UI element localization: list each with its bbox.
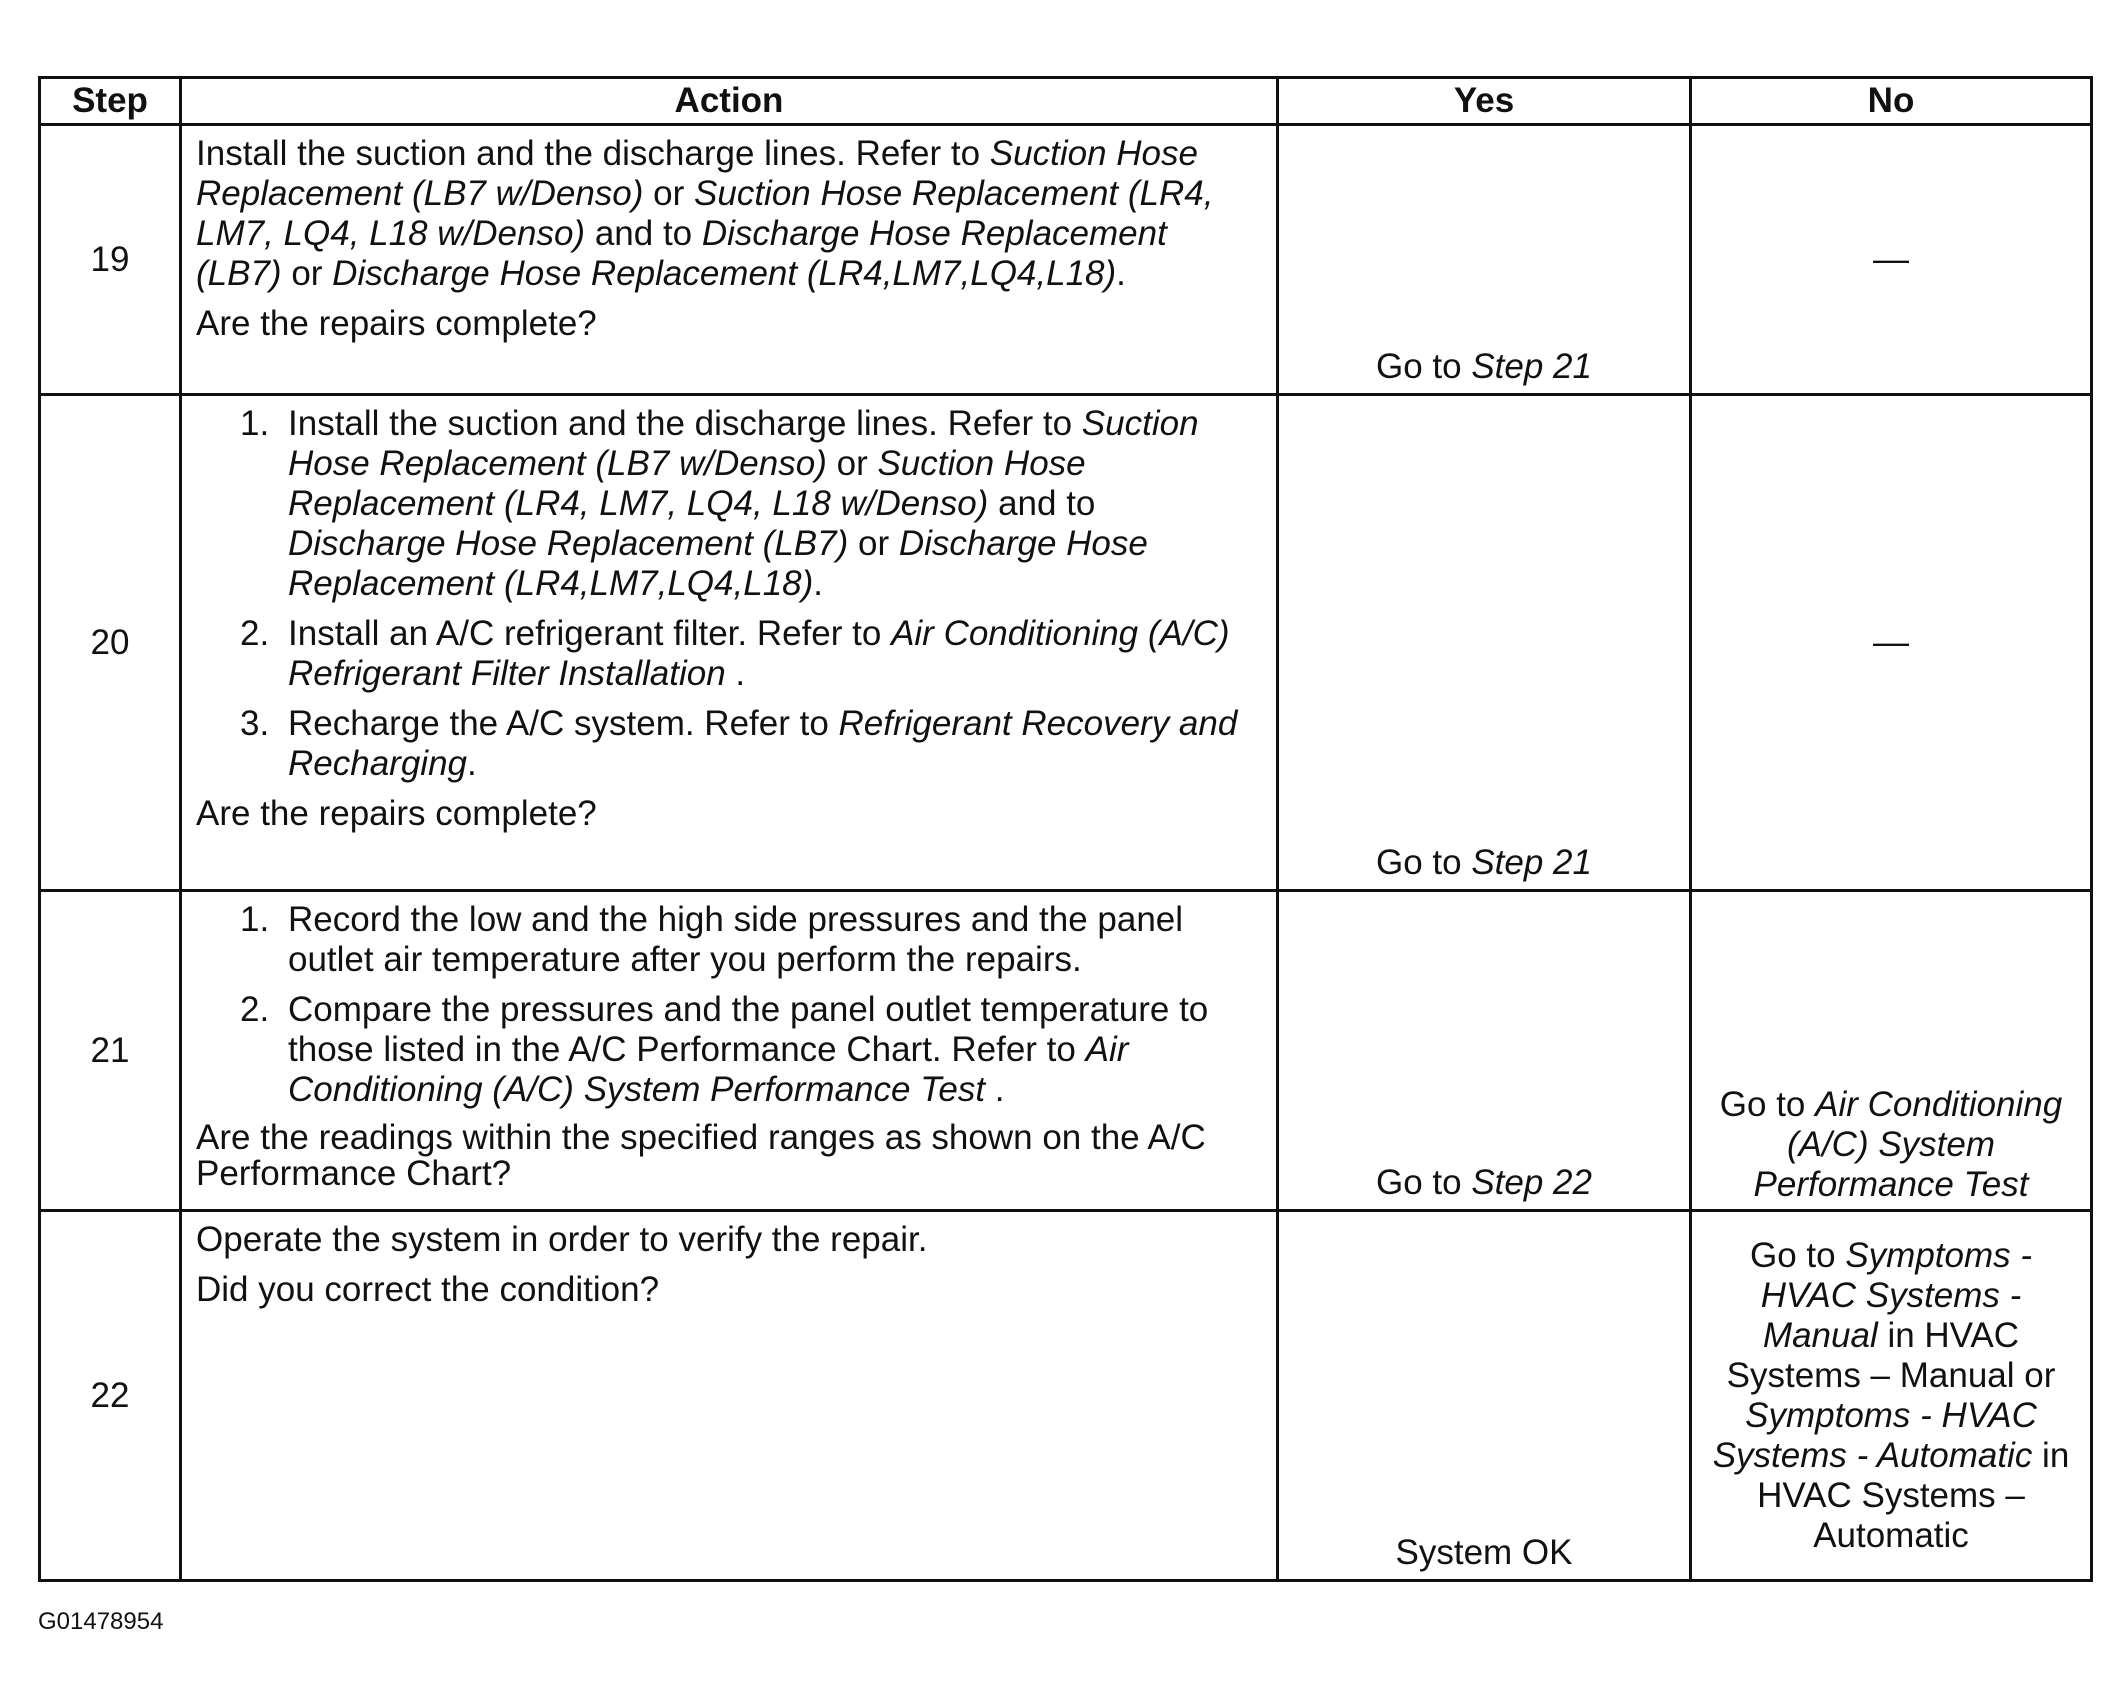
table-row: [40, 891, 2092, 1211]
reference-link[interactable]: Discharge Hose Replacement (LB7): [196, 214, 1167, 293]
list-item: 3. Recharge the A/C system. Refer to Refrigerant Recovery and Recharging.: [240, 704, 1238, 783]
reference-link[interactable]: Discharge Hose Replacement (LR4,LM7,LQ4,L18): [332, 254, 1117, 293]
diagnostic-steps-table: [38, 76, 2093, 1582]
table-row: [40, 125, 2092, 395]
reference-link[interactable]: Air Conditioning (A/C) System Performance Test: [288, 1030, 1129, 1109]
action-cell: [181, 1211, 1278, 1581]
table-row: [40, 395, 2092, 891]
no-cell: Go to Air Conditioning (A/C) System Performance Test: [1691, 891, 2092, 1211]
reference-link[interactable]: Discharge Hose Replacement (LB7): [288, 524, 849, 563]
action-text: Operate the system in order to verify the repair.: [196, 1220, 928, 1259]
reference-link[interactable]: Air Conditioning (A/C) System Performance Test: [1753, 1085, 2063, 1204]
list-item: 1. Record the low and the high side pressures and the panel outlet air temperature after you perform the repairs.: [240, 900, 1184, 979]
header-yes: Yes: [1278, 78, 1691, 125]
table-row: [40, 1211, 2092, 1581]
no-cell: [1691, 125, 2092, 395]
yes-cell: Go to Step 22: [1278, 891, 1691, 1211]
header-action: Action: [181, 78, 1278, 125]
step-link[interactable]: Step 21: [1471, 347, 1592, 386]
reference-link[interactable]: Symptoms - HVAC Systems - Manual: [1760, 1235, 2033, 1355]
yes-cell: Go to Step 21: [1278, 125, 1691, 395]
step-link[interactable]: Step 22: [1471, 1163, 1592, 1202]
action-question: Are the repairs complete?: [196, 304, 597, 343]
list-item: 2. Install an A/C refrigerant filter. Refer to Air Conditioning (A/C) Refrigerant Filter Installation .: [240, 614, 1230, 693]
yes-cell: Go to Step 21: [1278, 395, 1691, 891]
header-step: Step: [40, 78, 181, 125]
reference-link[interactable]: Suction Hose Replacement (LB7 w/Denso): [288, 404, 1199, 483]
action-list: [196, 900, 1262, 1110]
figure-id: G01478954: [38, 1608, 164, 1635]
step-number: 19: [40, 125, 181, 395]
action-cell: [181, 891, 1278, 1211]
action-list: [196, 404, 1262, 784]
list-item: 1. Install the suction and the discharge lines. Refer to Suction Hose Replacement (LB7 w/Denso) or Suction Hose Replacement (LR4, LM7, LQ4, L18 w/Denso) and to Discharge Hose Replacement (LB7) or Discharge Hose Replacement (LR4,LM7,LQ4,L18).: [240, 404, 1199, 603]
step-link[interactable]: Step 21: [1471, 843, 1592, 882]
action-question: Did you correct the condition?: [196, 1270, 660, 1309]
action-cell: [181, 395, 1278, 891]
reference-link[interactable]: Discharge Hose Replacement (LR4,LM7,LQ4,L18): [288, 524, 1148, 603]
reference-link[interactable]: Air Conditioning (A/C) Refrigerant Filter Installation: [288, 614, 1230, 693]
step-number: 21: [40, 891, 181, 1211]
no-dash: —: [1873, 621, 1909, 662]
no-cell: Go to Symptoms - HVAC Systems - Manual in HVAC Systems – Manual or Symptoms - HVAC Systems - Automatic in HVAC Systems – Automatic: [1691, 1211, 2092, 1581]
yes-result: System OK: [1395, 1533, 1573, 1572]
list-item: 2. Compare the pressures and the panel outlet temperature to those listed in the A/C Performance Chart. Refer to Air Conditioning (A/C) System Performance Test .: [240, 990, 1209, 1109]
reference-link[interactable]: Suction Hose Replacement (LR4, LM7, LQ4, L18 w/Denso): [288, 444, 1086, 523]
no-dash: —: [1873, 238, 1909, 279]
reference-link[interactable]: Refrigerant Recovery and Recharging: [288, 704, 1238, 783]
action-text: Install the suction and the discharge lines. Refer to Suction Hose Replacement (LB7 w/Denso) or Suction Hose Replacement (LR4, LM7, LQ4, L18 w/Denso) and to Discharge Hose Replacement (LB7) or Discharge Hose Replacement (LR4,LM7,LQ4,L18).: [196, 134, 1214, 293]
step-number: 20: [40, 395, 181, 891]
yes-cell: [1278, 1211, 1691, 1581]
header-no: No: [1691, 78, 2092, 125]
header-row: [40, 78, 2092, 125]
reference-link[interactable]: Suction Hose Replacement (LB7 w/Denso): [196, 134, 1198, 213]
action-question: Are the readings within the specified ranges as shown on the A/C Performance Chart?: [196, 1118, 1206, 1193]
reference-link[interactable]: Symptoms - HVAC Systems - Automatic: [1712, 1395, 2037, 1475]
no-cell: [1691, 395, 2092, 891]
action-cell: [181, 125, 1278, 395]
action-question: Are the repairs complete?: [196, 794, 597, 833]
reference-link[interactable]: Suction Hose Replacement (LR4, LM7, LQ4, L18 w/Denso): [196, 174, 1214, 253]
step-number: 22: [40, 1211, 181, 1581]
